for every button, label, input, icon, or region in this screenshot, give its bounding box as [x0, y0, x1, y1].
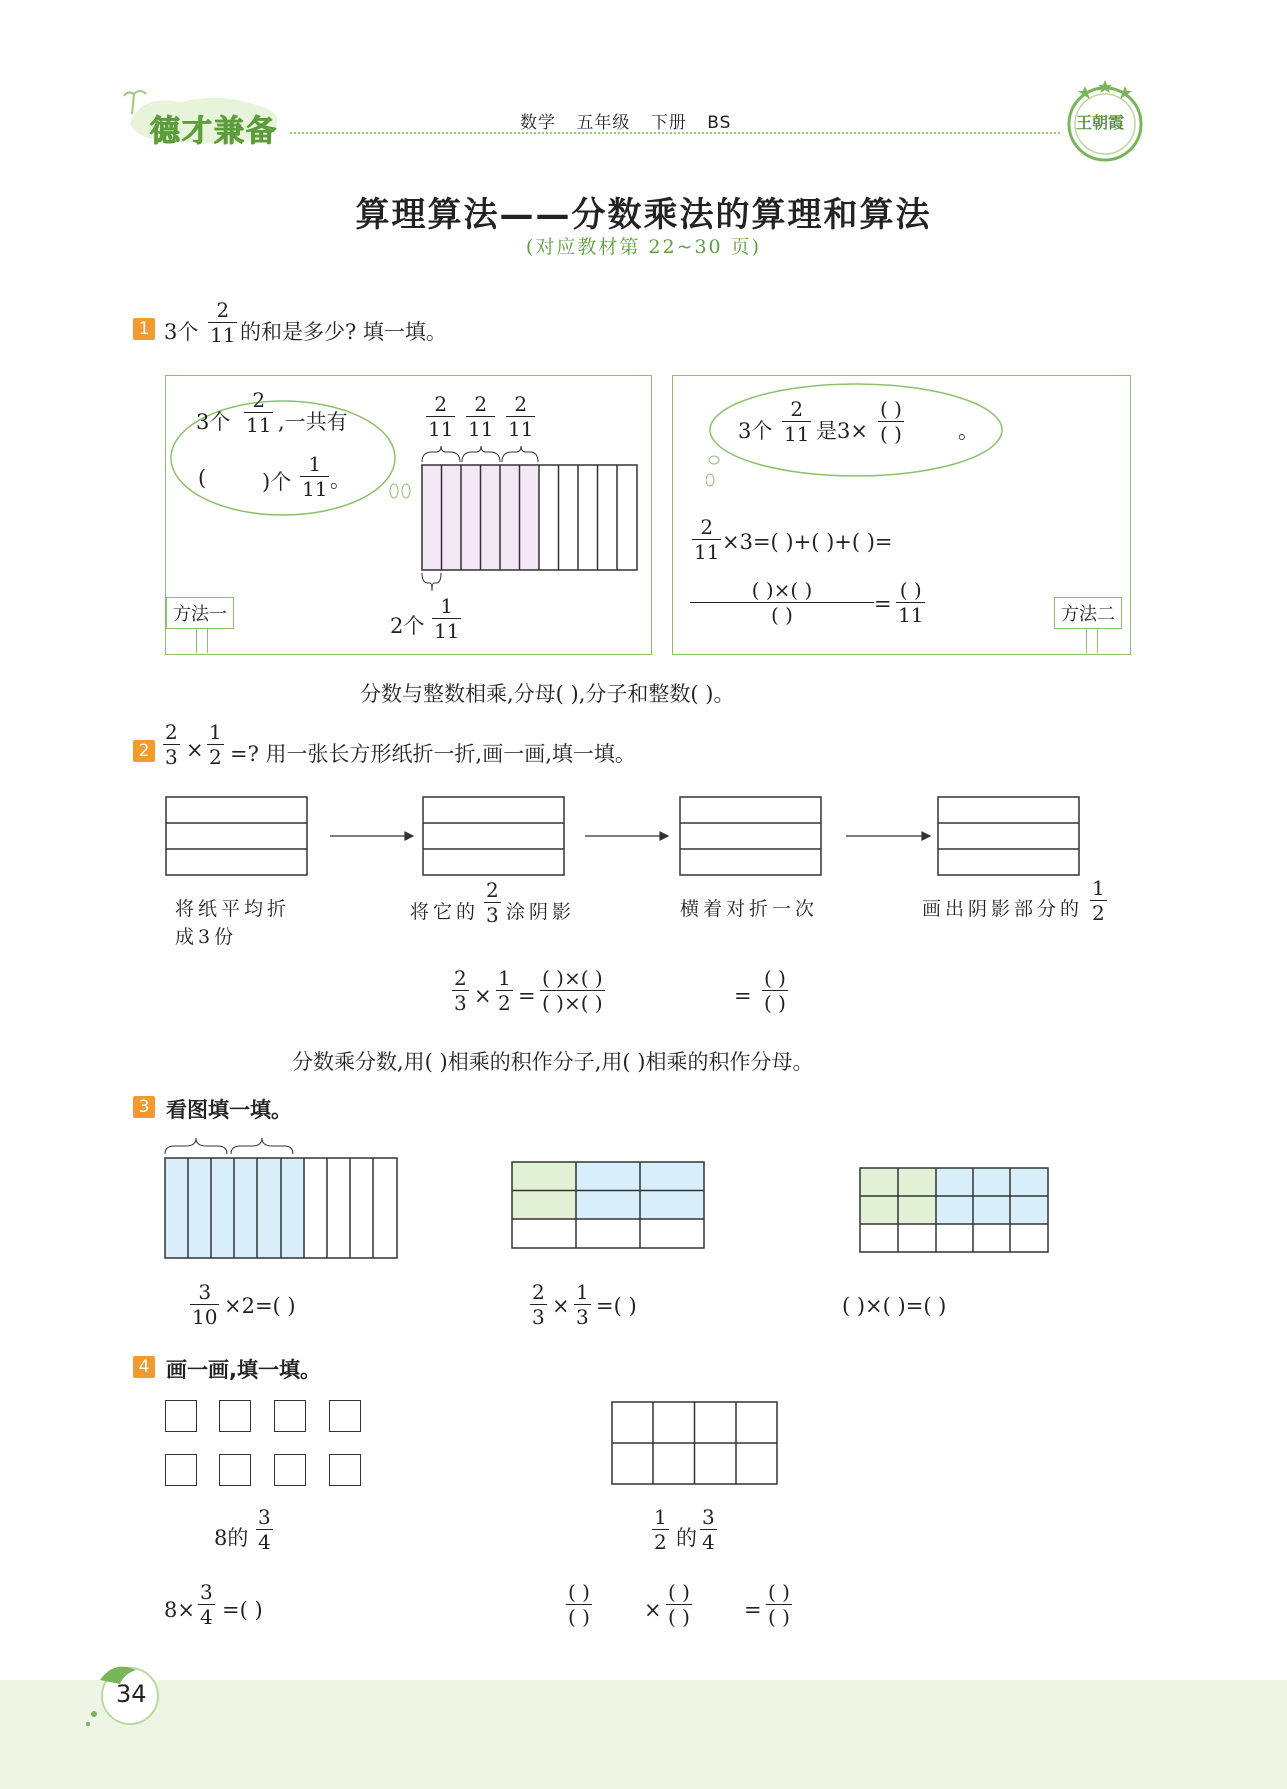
q1-thought-bubble-left	[168, 378, 398, 518]
q2-caption-1b: 成3份	[175, 926, 238, 948]
q4-left-eq-b[interactable]: =( )	[222, 1598, 263, 1622]
equals-sign: =	[518, 984, 536, 1008]
q1-text: 的和是多少? 填一填。	[240, 320, 447, 344]
q4-square[interactable]	[165, 1400, 197, 1432]
q1-strip-label-2: $\frac{2}{11}$	[468, 392, 494, 441]
sign-post	[1086, 628, 1098, 653]
q1-fraction: $\frac{2}{11}$	[210, 298, 236, 347]
q1-bottom-prefix: 2个	[390, 614, 425, 638]
question-number-1: 1	[133, 318, 155, 340]
q1-prefix: 3个	[164, 320, 199, 344]
q1-right-bubble-a: 3个	[738, 419, 773, 443]
question-number-3: 3	[133, 1096, 155, 1118]
q4-text: 画一画,填一填。	[166, 1358, 321, 1382]
q4-square[interactable]	[329, 1454, 361, 1486]
q2-conclusion[interactable]: 分数乘分数,用( )相乘的积作分子,用( )相乘的积作分母。	[292, 1050, 814, 1074]
page-title: 算理算法——分数乘法的算理和算法	[355, 195, 932, 235]
q1-bubble-end: 。	[330, 468, 351, 492]
q1-right-bubble-blank[interactable]: ( ) ( )	[880, 397, 902, 446]
q2-caption-frac: $\frac{2}{3}$	[486, 878, 499, 927]
page-subtitle: (对应教材第 22~30 页)	[525, 236, 762, 258]
q4-right-blank-1[interactable]: ( ) ( )	[568, 1580, 590, 1629]
q3-eq1-frac: $\frac{3}{10}$	[192, 1280, 218, 1329]
sign-post	[196, 628, 208, 653]
q4-left-label: 8的	[214, 1526, 249, 1550]
q1-bubble-l2a: (	[198, 466, 207, 490]
q4-right-frac: $\frac{3}{4}$	[702, 1505, 715, 1554]
q1-method2-sign: 方法二	[1054, 597, 1122, 629]
seal-text: 王朝霞	[1076, 113, 1125, 132]
header-volume: 下册	[650, 113, 687, 133]
q4-grid[interactable]	[610, 1400, 780, 1488]
q1-bubble-frac: $\frac{2}{11}$	[246, 388, 272, 437]
q4-square[interactable]	[274, 1454, 306, 1486]
q3-diagram-2	[510, 1160, 710, 1252]
q2-text: =? 用一张长方形纸折一折,画一画,填一填。	[230, 742, 636, 766]
q4-right-mid: 的	[676, 1526, 697, 1550]
q4-right-blank-2[interactable]: ( ) ( )	[668, 1580, 690, 1629]
q2-caption-half: $\frac{1}{2}$	[1092, 876, 1105, 925]
q1-strip-label-1: $\frac{2}{11}$	[428, 392, 454, 441]
equals-sign: =	[744, 1598, 762, 1622]
brand-name: 德才兼备	[150, 114, 278, 149]
q4-square[interactable]	[219, 1400, 251, 1432]
times-sign: ×	[186, 738, 204, 762]
q3-eq2[interactable]: =( )	[596, 1294, 637, 1318]
q1-strip-label-3: $\frac{2}{11}$	[508, 392, 534, 441]
equals-sign: =	[734, 984, 752, 1008]
times-sign: ×	[474, 984, 492, 1008]
q4-square[interactable]	[219, 1454, 251, 1486]
q4-square[interactable]	[165, 1454, 197, 1486]
q1-conclusion[interactable]: 分数与整数相乘,分母( ),分子和整数( )。	[360, 682, 735, 706]
q3-diagram-1	[162, 1136, 402, 1262]
q4-square[interactable]	[329, 1400, 361, 1432]
q3-eq1[interactable]: ×2=( )	[224, 1294, 296, 1318]
times-sign: ×	[552, 1294, 570, 1318]
q1-right-line1[interactable]: ×3=( )+( )+( )=	[722, 530, 893, 554]
q2-formula-mid[interactable]: ( )×( ) ( )×( )	[542, 966, 603, 1015]
header-info	[520, 108, 731, 133]
q1-right-bubble-b: 是3×	[816, 419, 868, 443]
q4-left-eq-frac: $\frac{3}{4}$	[200, 1580, 213, 1629]
q1-right-line2-frac[interactable]: ( )×( ) ( )	[692, 578, 872, 627]
q1-method1-sign: 方法一	[166, 597, 234, 629]
q1-bottom-frac: $\frac{1}{11}$	[434, 594, 460, 643]
q1-strip-diagram	[420, 445, 642, 595]
q4-square[interactable]	[274, 1400, 306, 1432]
question-number-2: 2	[133, 740, 155, 762]
q1-bubble-unit-frac: $\frac{1}{11}$	[302, 452, 328, 501]
header-edition: BS	[707, 113, 732, 133]
page-number: 34	[116, 1680, 147, 1708]
q3-diagram-3	[858, 1166, 1052, 1256]
q1-right-line2-eq: =	[874, 592, 892, 616]
q3-text: 看图填一填。	[166, 1098, 292, 1122]
q2-caption-2b: 涂阴影	[506, 901, 576, 923]
q2-frac-b: $\frac{1}{2}$	[209, 720, 222, 769]
q3-eq2-frac-a: $\frac{2}{3}$	[532, 1280, 545, 1329]
q2-fold-diagram	[160, 792, 1120, 878]
q1-bubble-dots	[388, 476, 414, 506]
q2-formula-b: $\frac{1}{2}$	[498, 966, 511, 1015]
q2-formula-a: $\frac{2}{3}$	[454, 966, 467, 1015]
times-sign: ×	[644, 1598, 662, 1622]
q2-caption-2a: 将它的	[410, 901, 480, 923]
q4-left-frac: $\frac{3}{4}$	[258, 1505, 271, 1554]
q2-caption-3: 横着对折一次	[680, 898, 819, 920]
q2-caption-1a: 将纸平均折	[175, 898, 291, 920]
q3-eq3[interactable]: ( )×( )=( )	[842, 1294, 947, 1318]
q1-right-line2-result[interactable]: ( ) 11	[898, 578, 924, 627]
header-subject: 数学	[520, 113, 556, 133]
q2-formula-result[interactable]: ( ) ( )	[764, 966, 786, 1015]
header-grade: 五年级	[576, 113, 631, 133]
header-divider	[290, 132, 1060, 134]
q1-bubble-l1b: ,一共有	[278, 410, 348, 434]
q4-right-blank-3[interactable]: ( ) ( )	[768, 1580, 790, 1629]
q1-right-bubble-frac: $\frac{2}{11}$	[784, 397, 810, 446]
q1-bubble-l2b: )个	[262, 470, 292, 494]
q1-bubble-l1a: 3个	[196, 410, 231, 434]
q4-right-half: $\frac{1}{2}$	[654, 1505, 667, 1554]
q1-right-bubble-end: 。	[958, 419, 979, 443]
question-number-4: 4	[133, 1356, 155, 1378]
q1-right-frac: $\frac{2}{11}$	[694, 515, 720, 564]
footer-background	[0, 1680, 1287, 1789]
q3-eq2-frac-b: $\frac{1}{3}$	[576, 1280, 589, 1329]
q2-frac-a: $\frac{2}{3}$	[165, 720, 178, 769]
q2-caption-4: 画出阴影部分的	[922, 898, 1084, 920]
q4-left-eq-a: 8×	[164, 1598, 195, 1622]
